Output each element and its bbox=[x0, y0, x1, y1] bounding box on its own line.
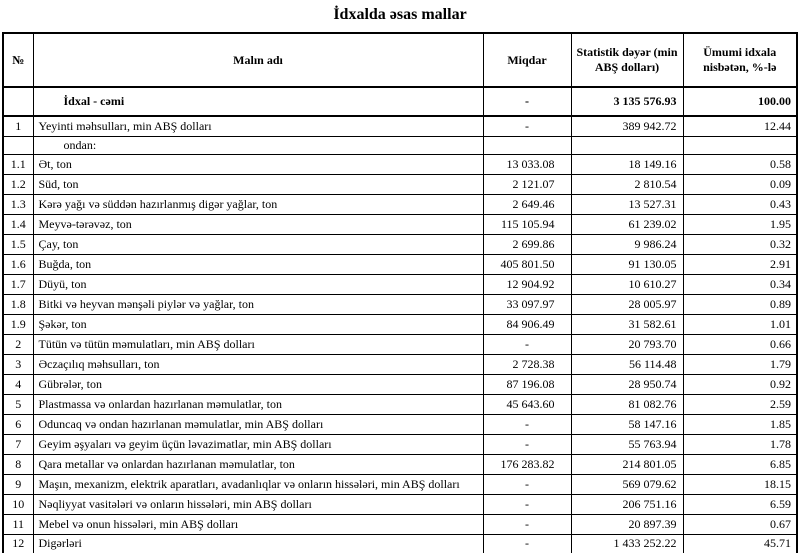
quantity-cell: 87 196.08 bbox=[483, 374, 571, 394]
table-row bbox=[3, 514, 797, 534]
quantity-cell: 2 728.38 bbox=[483, 354, 571, 374]
table-row bbox=[3, 434, 797, 454]
row-number bbox=[3, 87, 33, 116]
quantity-cell: - bbox=[483, 534, 571, 553]
goods-name: Maşın, mexanizm, elektrik aparatları, avadanlıqlar və onların hissələri, min ABŞ dolları bbox=[33, 474, 483, 494]
stat-value-cell: 20 793.70 bbox=[571, 334, 683, 354]
table-body bbox=[3, 87, 797, 553]
goods-name: Şəkər, ton bbox=[33, 314, 483, 334]
table-row bbox=[3, 174, 797, 194]
table-row bbox=[3, 314, 797, 334]
quantity-cell: 405 801.50 bbox=[483, 254, 571, 274]
pct-share-cell: 1.95 bbox=[683, 214, 797, 234]
pct-share-cell: 100.00 bbox=[683, 87, 797, 116]
row-number: 7 bbox=[3, 434, 33, 454]
goods-name: Yeyinti məhsulları, min ABŞ dolları bbox=[33, 116, 483, 136]
page-title: İdxalda əsas mallar bbox=[333, 6, 467, 23]
row-number: 1.1 bbox=[3, 154, 33, 174]
stat-value-cell: 13 527.31 bbox=[571, 194, 683, 214]
col-header-name: Malın adı bbox=[33, 33, 483, 87]
quantity-cell bbox=[483, 136, 571, 154]
row-number: 4 bbox=[3, 374, 33, 394]
table-row bbox=[3, 274, 797, 294]
table-row bbox=[3, 414, 797, 434]
stat-value-cell: 91 130.05 bbox=[571, 254, 683, 274]
goods-name: Mebel və onun hissələri, min ABŞ dolları bbox=[33, 514, 483, 534]
stat-value-cell: 1 433 252.22 bbox=[571, 534, 683, 553]
pct-share-cell: 1.85 bbox=[683, 414, 797, 434]
imports-table bbox=[2, 32, 798, 553]
stat-value-cell: 20 897.39 bbox=[571, 514, 683, 534]
quantity-cell: - bbox=[483, 414, 571, 434]
quantity-cell: 33 097.97 bbox=[483, 294, 571, 314]
table-row bbox=[3, 154, 797, 174]
table-row bbox=[3, 194, 797, 214]
stat-value-cell: 206 751.16 bbox=[571, 494, 683, 514]
pct-share-cell: 18.15 bbox=[683, 474, 797, 494]
table-row bbox=[3, 454, 797, 474]
row-number: 6 bbox=[3, 414, 33, 434]
goods-name: Tütün və tütün məmulatları, min ABŞ dolları bbox=[33, 334, 483, 354]
pct-share-cell: 2.59 bbox=[683, 394, 797, 414]
row-number: 12 bbox=[3, 534, 33, 553]
stat-value-cell: 389 942.72 bbox=[571, 116, 683, 136]
quantity-cell: 12 904.92 bbox=[483, 274, 571, 294]
pct-share-cell: 0.89 bbox=[683, 294, 797, 314]
quantity-cell: 2 699.86 bbox=[483, 234, 571, 254]
goods-name: Geyim əşyaları və geyim üçün ləvazimatlar, min ABŞ dolları bbox=[33, 434, 483, 454]
table-row bbox=[3, 374, 797, 394]
quantity-cell: 2 121.07 bbox=[483, 174, 571, 194]
row-number: 11 bbox=[3, 514, 33, 534]
table-row bbox=[3, 354, 797, 374]
table-row bbox=[3, 234, 797, 254]
pct-share-cell bbox=[683, 136, 797, 154]
col-header-no: № bbox=[3, 33, 33, 87]
stat-value-cell: 214 801.05 bbox=[571, 454, 683, 474]
pct-share-cell: 2.91 bbox=[683, 254, 797, 274]
header-row bbox=[3, 33, 797, 87]
quantity-cell: 115 105.94 bbox=[483, 214, 571, 234]
pct-share-cell: 45.71 bbox=[683, 534, 797, 553]
pct-share-cell: 6.85 bbox=[683, 454, 797, 474]
subheader-row bbox=[3, 136, 797, 154]
goods-name: ondan: bbox=[33, 136, 483, 154]
row-number: 1.9 bbox=[3, 314, 33, 334]
quantity-cell: - bbox=[483, 116, 571, 136]
row-number: 1.4 bbox=[3, 214, 33, 234]
table-row bbox=[3, 394, 797, 414]
table-header bbox=[3, 33, 797, 87]
goods-name: Qara metallar və onlardan hazırlanan məmulatlar, ton bbox=[33, 454, 483, 474]
pct-share-cell: 1.01 bbox=[683, 314, 797, 334]
table-row bbox=[3, 254, 797, 274]
goods-name: Ət, ton bbox=[33, 154, 483, 174]
quantity-cell: - bbox=[483, 87, 571, 116]
quantity-cell: 176 283.82 bbox=[483, 454, 571, 474]
table-row bbox=[3, 474, 797, 494]
stat-value-cell: 2 810.54 bbox=[571, 174, 683, 194]
row-number: 9 bbox=[3, 474, 33, 494]
stat-value-cell: 58 147.16 bbox=[571, 414, 683, 434]
goods-name: Əczaçılıq məhsulları, ton bbox=[33, 354, 483, 374]
pct-share-cell: 1.78 bbox=[683, 434, 797, 454]
pct-share-cell: 0.58 bbox=[683, 154, 797, 174]
goods-name: Digərləri bbox=[33, 534, 483, 553]
goods-name: Gübrələr, ton bbox=[33, 374, 483, 394]
stat-value-cell: 569 079.62 bbox=[571, 474, 683, 494]
row-number: 1.3 bbox=[3, 194, 33, 214]
goods-name: Buğda, ton bbox=[33, 254, 483, 274]
pct-share-cell: 0.09 bbox=[683, 174, 797, 194]
table-row bbox=[3, 534, 797, 553]
quantity-cell: 45 643.60 bbox=[483, 394, 571, 414]
quantity-cell: - bbox=[483, 334, 571, 354]
table-row bbox=[3, 294, 797, 314]
stat-value-cell: 28 005.97 bbox=[571, 294, 683, 314]
goods-name: Plastmassa və onlardan hazırlanan məmulatlar, ton bbox=[33, 394, 483, 414]
quantity-cell: 84 906.49 bbox=[483, 314, 571, 334]
pct-share-cell: 0.43 bbox=[683, 194, 797, 214]
goods-name: Çay, ton bbox=[33, 234, 483, 254]
quantity-cell: - bbox=[483, 514, 571, 534]
quantity-cell: - bbox=[483, 474, 571, 494]
goods-name: Düyü, ton bbox=[33, 274, 483, 294]
row-number: 1.8 bbox=[3, 294, 33, 314]
quantity-cell: - bbox=[483, 494, 571, 514]
goods-name: Meyvə-tərəvəz, ton bbox=[33, 214, 483, 234]
goods-name: Bitki və heyvan mənşəli piylər və yağlar, ton bbox=[33, 294, 483, 314]
row-number: 10 bbox=[3, 494, 33, 514]
pct-share-cell: 6.59 bbox=[683, 494, 797, 514]
goods-name: Oduncaq və ondan hazırlanan məmulatlar, min ABŞ dolları bbox=[33, 414, 483, 434]
row-number: 8 bbox=[3, 454, 33, 474]
row-number: 1.6 bbox=[3, 254, 33, 274]
row-number: 1 bbox=[3, 116, 33, 136]
quantity-cell: 13 033.08 bbox=[483, 154, 571, 174]
table-row bbox=[3, 494, 797, 514]
quantity-cell: 2 649.46 bbox=[483, 194, 571, 214]
stat-value-cell: 10 610.27 bbox=[571, 274, 683, 294]
stat-value-cell: 18 149.16 bbox=[571, 154, 683, 174]
goods-name: Kərə yağı və süddən hazırlanmış digər yağlar, ton bbox=[33, 194, 483, 214]
stat-value-cell bbox=[571, 136, 683, 154]
row-number: 3 bbox=[3, 354, 33, 374]
pct-share-cell: 0.66 bbox=[683, 334, 797, 354]
table-row bbox=[3, 334, 797, 354]
pct-share-cell: 1.79 bbox=[683, 354, 797, 374]
pct-share-cell: 0.92 bbox=[683, 374, 797, 394]
pct-share-cell: 0.32 bbox=[683, 234, 797, 254]
row-number: 1.7 bbox=[3, 274, 33, 294]
stat-value-cell: 55 763.94 bbox=[571, 434, 683, 454]
row-number: 1.2 bbox=[3, 174, 33, 194]
goods-name: Nəqliyyat vasitələri və onların hissələri, min ABŞ dolları bbox=[33, 494, 483, 514]
row-number: 1.5 bbox=[3, 234, 33, 254]
goods-name: Süd, ton bbox=[33, 174, 483, 194]
stat-value-cell: 56 114.48 bbox=[571, 354, 683, 374]
stat-value-cell: 61 239.02 bbox=[571, 214, 683, 234]
total-row bbox=[3, 87, 797, 116]
table-row bbox=[3, 116, 797, 136]
stat-value-cell: 3 135 576.93 bbox=[571, 87, 683, 116]
table-row bbox=[3, 214, 797, 234]
col-header-value: Statistik dəyər (min ABŞ dolları) bbox=[571, 33, 683, 87]
row-number bbox=[3, 136, 33, 154]
goods-name: İdxal - cəmi bbox=[33, 87, 483, 116]
stat-value-cell: 9 986.24 bbox=[571, 234, 683, 254]
stat-value-cell: 31 582.61 bbox=[571, 314, 683, 334]
stat-value-cell: 81 082.76 bbox=[571, 394, 683, 414]
stat-value-cell: 28 950.74 bbox=[571, 374, 683, 394]
quantity-cell: - bbox=[483, 434, 571, 454]
col-header-pct: Ümumi idxala nisbətən, %-lə bbox=[683, 33, 797, 87]
pct-share-cell: 0.67 bbox=[683, 514, 797, 534]
row-number: 5 bbox=[3, 394, 33, 414]
pct-share-cell: 0.34 bbox=[683, 274, 797, 294]
row-number: 2 bbox=[3, 334, 33, 354]
col-header-qty: Miqdar bbox=[483, 33, 571, 87]
pct-share-cell: 12.44 bbox=[683, 116, 797, 136]
